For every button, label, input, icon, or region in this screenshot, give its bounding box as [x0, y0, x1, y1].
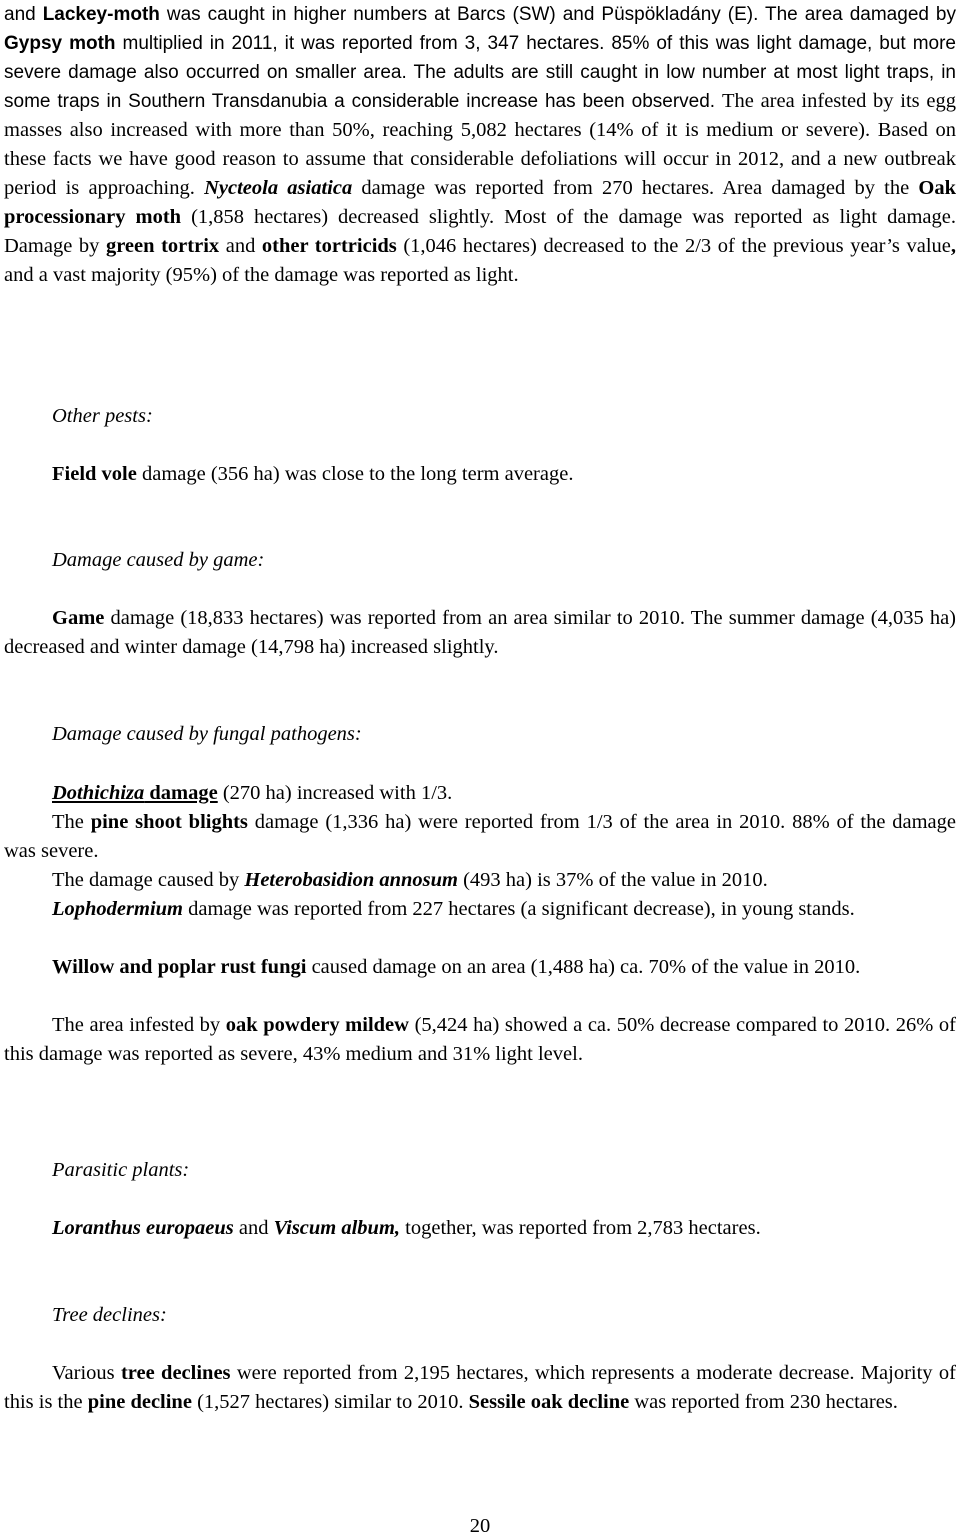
- pathogen-name-oak-powdery-mildew: oak powdery mildew: [225, 1014, 409, 1036]
- section-heading-other-pests: Other pests:: [52, 405, 153, 427]
- other-pests-paragraph: [4, 460, 956, 489]
- section-heading-declines: Tree declines:: [52, 1304, 167, 1326]
- fungal-paragraph-lophodermium: [4, 895, 956, 924]
- text-run: (1,527 hectares) similar to 2010.: [191, 1391, 469, 1413]
- text-run: damage: [144, 782, 218, 804]
- fungal-paragraph-pine-shoot: [4, 808, 956, 866]
- text-run: multiplied in 2011, it was reported from 3, 347 hectares. 85% of this was light damage, but more severe damage also occurred on smaller area. The adults are still caught in low number at most light traps, in some traps in Southern Transdanubia a considerable increase has been observed.: [4, 33, 956, 112]
- text-run: (5,424 ha) showed a ca. 50% decrease compared to 2010. 26% of this damage was reported as severe, 43% medium and 31% light level.: [4, 1014, 956, 1065]
- decline-name-tree-declines: tree declines: [120, 1362, 231, 1384]
- text-run: The area infested by its egg masses also increased with more than 50%, reaching 5,082 hectares (14% of it is medium or severe). Based on these facts we have good reason to assume that considerable defoliations will occur in 2012, and a new outbreak period is approaching.: [4, 90, 956, 199]
- pathogen-name-pine-shoot-blights: pine shoot blights: [90, 811, 248, 833]
- text-run: (493 ha) is 37% of the value in 2010.: [457, 869, 768, 891]
- text-run: was caught in higher numbers at Barcs (SW) and Püspökladány (E). The area damaged by: [159, 4, 956, 25]
- parasitic-paragraph: [4, 1214, 956, 1243]
- text-run: ,: [950, 235, 956, 257]
- fungal-paragraph-dothichiza: [4, 779, 956, 808]
- section-heading-game: Damage caused by game:: [52, 549, 265, 571]
- pathogen-name-lophodermium: Lophodermium: [52, 898, 183, 920]
- text-run: and: [219, 235, 262, 257]
- text-run: (1,858 hectares) decreased slightly. Most of the damage was reported as light damage. Damage by: [4, 206, 957, 257]
- pathogen-name-rust-fungi: Willow and poplar rust fungi: [52, 956, 307, 978]
- decline-name-sessile-oak: Sessile oak decline: [468, 1391, 630, 1413]
- game-paragraph: [4, 604, 956, 662]
- pest-name-other-tortricids: other tortricids: [261, 235, 397, 257]
- text-run: was reported from 230 hectares.: [629, 1391, 898, 1413]
- pest-name-gypsy-moth: Gypsy moth: [4, 33, 116, 54]
- section-heading-parasitic: Parasitic plants:: [52, 1159, 190, 1181]
- text-run: together, was reported from 2,783 hectares.: [400, 1217, 761, 1239]
- text-run: The area infested by: [52, 1014, 226, 1036]
- text-run: and a vast majority (95%) of the damage was reported as light.: [4, 264, 519, 286]
- decline-name-pine-decline: pine decline: [87, 1391, 192, 1413]
- text-run: The: [52, 811, 91, 833]
- text-run: damage (356 ha) was close to the long term average.: [136, 463, 574, 485]
- fungal-paragraph-rust-fungi: [4, 953, 956, 982]
- text-run: were reported from 2,195 hectares, which represents a moderate decrease. Majority of this is the: [4, 1362, 956, 1413]
- pest-name-field-vole: Field vole: [52, 463, 137, 485]
- fungal-paragraph-heterobasidion: [4, 866, 956, 895]
- text-run: The damage caused by: [52, 869, 245, 891]
- plant-name-loranthus: Loranthus europaeus: [52, 1217, 234, 1239]
- pathogen-name-heterobasidion: Heterobasidion annosum: [244, 869, 458, 891]
- text-run: damage (1,336 ha) were reported from 1/3 of the area in 2010. 88% of the damage was severe.: [4, 811, 956, 862]
- text-run: (1,046 hectares) decreased to the 2/3 of the previous year’s value: [396, 235, 951, 257]
- insect-damage-paragraph: [4, 0, 956, 290]
- text-run: Various: [52, 1362, 121, 1384]
- pest-name-green-tortrix: green tortrix: [105, 235, 220, 257]
- declines-paragraph: [4, 1359, 956, 1417]
- text-run: and: [4, 4, 43, 25]
- text-run: damage was reported from 270 hectares. Area damaged by the: [352, 177, 919, 199]
- damage-name-game: Game: [52, 607, 105, 629]
- pest-name-lackey-moth: Lackey-moth: [42, 4, 160, 25]
- section-heading-fungal: Damage caused by fungal pathogens:: [52, 723, 362, 745]
- fungal-paragraph-powdery-mildew: [4, 1011, 956, 1069]
- page-number: 20: [469, 1515, 491, 1537]
- text-run: damage (18,833 hectares) was reported from an area similar to 2010. The summer damage (4,035 ha) decreased and winter damage (14,798 ha) increased slightly.: [4, 607, 956, 658]
- text-run: caused damage on an area (1,488 ha) ca. 70% of the value in 2010.: [306, 956, 861, 978]
- text-run: damage was reported from 227 hectares (a significant decrease), in young stands.: [183, 898, 855, 920]
- pathogen-name-dothichiza: Dothichiza: [52, 782, 145, 804]
- pest-name-oak-processionary-moth: Oak processionary moth: [4, 177, 957, 228]
- plant-name-viscum: Viscum album,: [273, 1217, 401, 1239]
- text-run: (270 ha) increased with 1/3.: [217, 782, 453, 804]
- text-run: and: [233, 1217, 274, 1239]
- pest-name-nycteola: Nycteola asiatica: [204, 177, 353, 199]
